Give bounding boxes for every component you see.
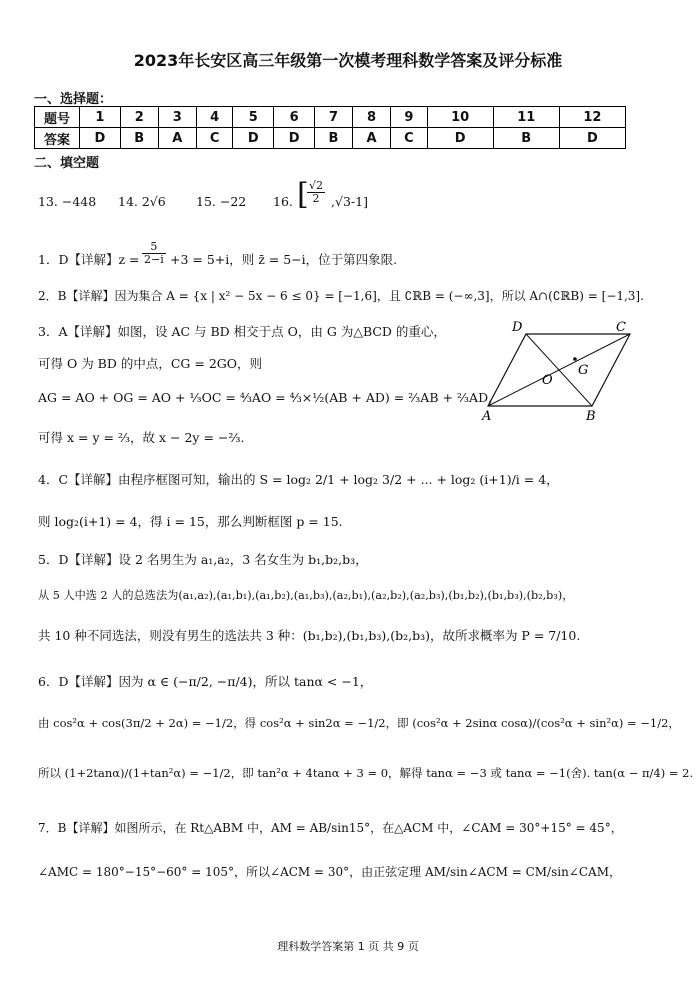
table-cell: 10 xyxy=(427,107,493,128)
solution-6-line-3: 所以 (1+2tanα)/(1+tan²α) = −1/2，即 tan²α + 4tanα + 3 = 0，解得 tanα = −3 或 tanα = −1(舍). tan(α − π/4) = 2. xyxy=(38,766,694,780)
table-cell: B xyxy=(120,128,158,149)
label-b: B xyxy=(586,409,596,424)
solution-7-line-2: ∠AMC = 180°−15°−60° = 105°，所以∠ACM = 30°，由正弦定理 AM/sin∠ACM = CM/sin∠CAM， xyxy=(38,865,621,879)
table-cell: D xyxy=(274,128,315,149)
solution-3-line-3: AG = AO + OG = AO + ⅓OC = ⁴⁄₃AO = ⁴⁄₃×½(AB + AD) = ⅔AB + ⅔AD， xyxy=(38,390,501,405)
fill-answer-13: 13. −448 xyxy=(38,194,97,209)
label-c: C xyxy=(616,320,626,335)
table-cell: 6 xyxy=(274,107,315,128)
fill-answer-16-bracket: [ xyxy=(297,177,309,212)
fill-answer-16-fraction xyxy=(307,180,325,205)
table-cell: D xyxy=(559,128,625,149)
label-o: O xyxy=(542,373,553,388)
table-cell: B xyxy=(315,128,353,149)
table-cell: 4 xyxy=(196,107,233,128)
fraction-numerator: √2 xyxy=(309,179,324,192)
section-fill-heading: 二、填空题 xyxy=(34,156,100,171)
answer-table-answer-row xyxy=(35,128,626,149)
row-label-answer: 答案 xyxy=(35,128,80,149)
table-cell: A xyxy=(352,128,390,149)
fill-answer-15: 15. −22 xyxy=(196,194,247,209)
solution-5-line-2: 从 5 人中选 2 人的总选法为(a₁,a₂),(a₁,b₁),(a₁,b₂),(a₁,b₃),(a₂,b₁),(a₂,b₂),(a₂,b₃),(b₁,b₂),(b₁,b₃),(b₂,b₃)， xyxy=(38,589,574,602)
solution-6-line-2: 由 cos²α + cos(3π/2 + 2α) = −1/2，得 cos²α + sin2α = −1/2，即 (cos²α + 2sinα cosα)/(cos²α + sin²α) = −1/2， xyxy=(38,716,680,730)
page-title: 2023年长安区高三年级第一次模考理科数学答案及评分标准 xyxy=(133,51,563,70)
table-cell: D xyxy=(80,128,121,149)
table-cell: 12 xyxy=(559,107,625,128)
table-cell: 5 xyxy=(233,107,274,128)
table-cell: B xyxy=(493,128,559,149)
fill-answer-16-rest: ,√3-1] xyxy=(331,194,368,209)
solution-6-line-1: 6．D【详解】因为 α ∈ (−π/2, −π/4)，所以 tanα < −1， xyxy=(38,674,373,689)
solution-2: 2．B【详解】因为集合 A = {x | x² − 5x − 6 ≤ 0} = [−1,6]，且 ∁ℝB = (−∞,3]，所以 A∩(∁ℝB) = [−1,3]. xyxy=(38,289,644,303)
fill-answer-16-label: 16. xyxy=(273,194,293,209)
solution-3-line-4: 可得 x = y = ⅔，故 x − 2y = −⅔. xyxy=(38,430,245,445)
table-cell: 11 xyxy=(493,107,559,128)
solution-7-line-1: 7．B【详解】如图所示，在 Rt△ABM 中，AM = AB/sin15°，在△ACM 中，∠CAM = 30°+15° = 45°， xyxy=(38,821,623,835)
table-cell: A xyxy=(158,128,196,149)
fraction-numerator: 5 xyxy=(142,241,166,254)
table-cell: D xyxy=(233,128,274,149)
solution-3-line-2: 可得 O 为 BD 的中点，CG = 2GO，则 xyxy=(38,356,263,371)
table-cell: C xyxy=(391,128,428,149)
row-label-number: 题号 xyxy=(35,107,80,128)
answer-table-number-row xyxy=(35,107,626,128)
fraction-denominator: 2−i xyxy=(144,253,164,267)
table-cell: 8 xyxy=(352,107,390,128)
answer-table xyxy=(34,106,626,149)
solution-3-line-1: 3．A【详解】如图，设 AC 与 BD 相交于点 O，由 G 为△BCD 的重心， xyxy=(38,324,446,339)
table-cell: 9 xyxy=(391,107,428,128)
section-choice-heading: 一、选择题： xyxy=(34,92,113,107)
solution-1-prefix: 1．D【详解】z = xyxy=(38,252,140,267)
parallelogram-figure xyxy=(478,318,648,426)
solution-1-fraction xyxy=(142,241,166,266)
solution-5-line-1: 5．D【详解】设 2 名男生为 a₁,a₂，3 名女生为 b₁,b₂,b₃， xyxy=(38,552,368,567)
label-g: G xyxy=(578,363,589,378)
table-cell: 7 xyxy=(315,107,353,128)
solution-5-line-3: 共 10 种不同选法，则没有男生的选法共 3 种：(b₁,b₂),(b₁,b₃),(b₂,b₃)，故所求概率为 P = 7/10. xyxy=(38,628,581,643)
table-cell: 3 xyxy=(158,107,196,128)
solution-1-rest: +3 = 5+i，则 z̄ = 5−i，位于第四象限. xyxy=(170,252,398,267)
solution-4-line-2: 则 log₂(i+1) = 4，得 i = 15，那么判断框图 p = 15. xyxy=(38,514,343,529)
page-footer: 理科数学答案第 1 页 共 9 页 xyxy=(277,940,419,953)
label-d: D xyxy=(512,320,523,335)
centroid-point xyxy=(573,357,577,361)
solution-4-line-1: 4．C【详解】由程序框图可知，输出的 S = log₂ 2/1 + log₂ 3/2 + ... + log₂ (i+1)/i = 4， xyxy=(38,472,559,487)
label-a: A xyxy=(482,409,492,424)
table-cell: C xyxy=(196,128,233,149)
table-cell: 2 xyxy=(120,107,158,128)
fraction-denominator: 2 xyxy=(312,192,320,206)
fill-answer-14: 14. 2√6 xyxy=(118,194,166,209)
table-cell: 1 xyxy=(80,107,121,128)
table-cell: D xyxy=(427,128,493,149)
